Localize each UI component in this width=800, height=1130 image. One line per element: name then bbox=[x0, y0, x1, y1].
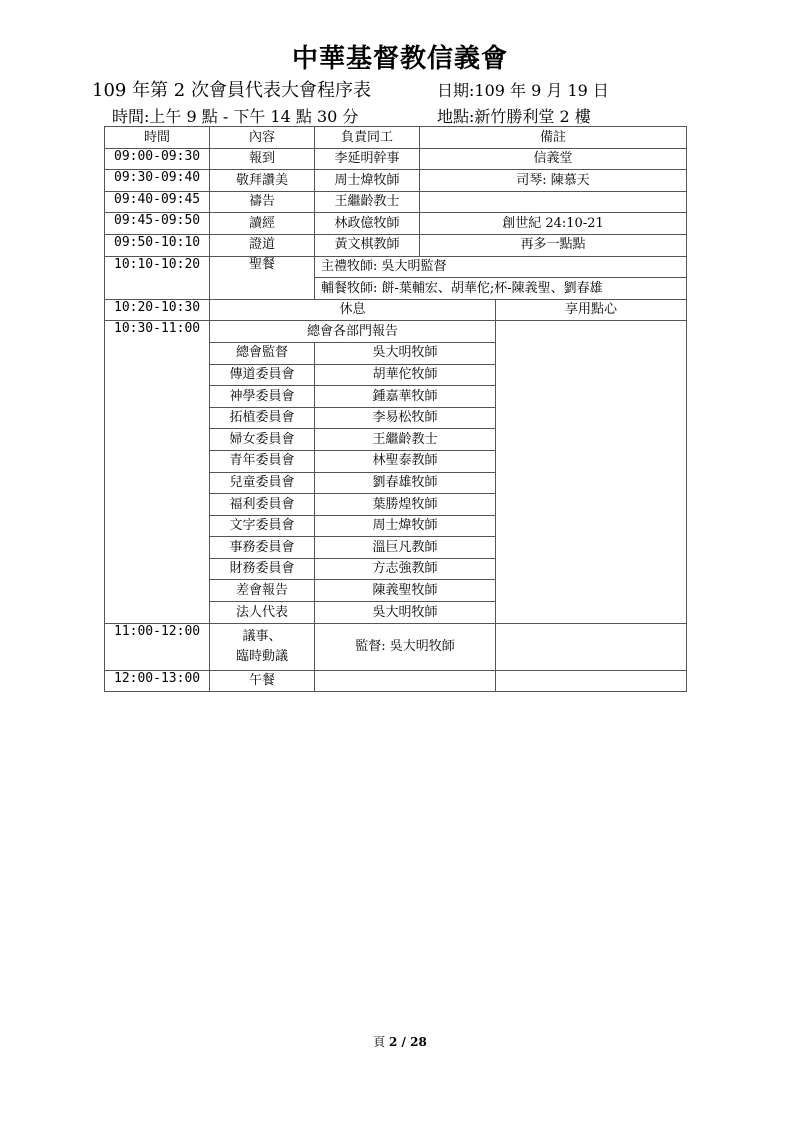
report-person: 方志強教師 bbox=[315, 558, 496, 580]
row-time: 09:40-09:45 bbox=[105, 191, 210, 213]
report-person: 林聖泰教師 bbox=[315, 450, 496, 472]
row-time: 09:50-10:10 bbox=[105, 234, 210, 256]
table-row bbox=[105, 213, 687, 235]
communion-assistants: 輔餐牧師: 餅-葉輔宏、胡華佗;杯-陳義聖、劉春雄 bbox=[315, 278, 687, 300]
report-person: 溫巨凡教師 bbox=[315, 537, 496, 559]
report-dept: 神學委員會 bbox=[210, 386, 315, 408]
report-dept: 法人代表 bbox=[210, 602, 315, 624]
row-note: 信義堂 bbox=[420, 148, 687, 170]
report-person: 李易松牧師 bbox=[315, 407, 496, 429]
header-time: 時間 bbox=[105, 127, 210, 149]
table-row-communion bbox=[105, 256, 687, 278]
page-number: 2 / 28 bbox=[389, 1035, 427, 1049]
lunch-time: 12:00-13:00 bbox=[105, 670, 210, 692]
meeting-title: 109 年第 2 次會員代表大會程序表 bbox=[92, 80, 371, 101]
row-person: 王繼齡教士 bbox=[315, 191, 420, 213]
table-row-lunch bbox=[105, 670, 687, 692]
report-person: 劉春雄牧師 bbox=[315, 472, 496, 494]
break-item: 休息 bbox=[210, 299, 496, 321]
row-item: 敬拜讚美 bbox=[210, 170, 315, 192]
report-dept: 總會監督 bbox=[210, 342, 315, 364]
row-note: 創世紀 24:10-21 bbox=[420, 213, 687, 235]
reports-title: 總會各部門報告 bbox=[210, 321, 496, 343]
meeting-location: 地點:新竹勝利堂 2 樓 bbox=[437, 107, 591, 126]
schedule-table bbox=[104, 126, 687, 692]
report-person: 胡華佗牧師 bbox=[315, 364, 496, 386]
report-dept: 傳道委員會 bbox=[210, 364, 315, 386]
reports-time: 10:30-11:00 bbox=[105, 321, 210, 623]
header-person: 負責同工 bbox=[315, 127, 420, 149]
agenda-item bbox=[210, 623, 315, 670]
row-note bbox=[420, 191, 687, 213]
report-dept: 事務委員會 bbox=[210, 537, 315, 559]
table-row bbox=[105, 191, 687, 213]
row-time: 09:30-09:40 bbox=[105, 170, 210, 192]
report-person: 葉勝煌牧師 bbox=[315, 494, 496, 516]
report-person: 吳大明牧師 bbox=[315, 342, 496, 364]
row-person: 周士煒牧師 bbox=[315, 170, 420, 192]
report-person: 陳義聖牧師 bbox=[315, 580, 496, 602]
agenda-note bbox=[496, 623, 687, 670]
header-note: 備註 bbox=[420, 127, 687, 149]
agenda-person: 監督: 吳大明牧師 bbox=[315, 623, 496, 670]
agenda-time: 11:00-12:00 bbox=[105, 623, 210, 670]
communion-time: 10:10-10:20 bbox=[105, 256, 210, 299]
row-person: 林政億牧師 bbox=[315, 213, 420, 235]
report-person: 王繼齡教士 bbox=[315, 429, 496, 451]
meeting-time: 時間:上午 9 點 - 下午 14 點 30 分 bbox=[112, 107, 359, 126]
table-row bbox=[105, 234, 687, 256]
organization-title: 中華基督教信義會 bbox=[291, 44, 508, 74]
agenda-item-line2: 臨時動議 bbox=[235, 648, 288, 664]
row-time: 09:45-09:50 bbox=[105, 213, 210, 235]
page-footer bbox=[0, 1033, 800, 1050]
report-dept: 財務委員會 bbox=[210, 558, 315, 580]
table-header-row bbox=[105, 127, 687, 149]
meeting-date: 日期:109 年 9 月 19 日 bbox=[437, 81, 609, 100]
table-row-reports bbox=[105, 321, 687, 343]
row-note: 再多一點點 bbox=[420, 234, 687, 256]
lunch-person bbox=[315, 670, 496, 692]
communion-item: 聖餐 bbox=[210, 256, 315, 299]
reports-note bbox=[496, 321, 687, 623]
report-dept: 婦女委員會 bbox=[210, 429, 315, 451]
row-item: 讀經 bbox=[210, 213, 315, 235]
row-item: 報到 bbox=[210, 148, 315, 170]
row-item: 禱告 bbox=[210, 191, 315, 213]
table-row-break bbox=[105, 299, 687, 321]
row-note: 司琴: 陳慕天 bbox=[420, 170, 687, 192]
communion-officiant: 主禮牧師: 吳大明監督 bbox=[315, 256, 687, 278]
report-dept: 拓植委員會 bbox=[210, 407, 315, 429]
row-item: 證道 bbox=[210, 234, 315, 256]
break-note: 享用點心 bbox=[496, 299, 687, 321]
break-time: 10:20-10:30 bbox=[105, 299, 210, 321]
footer-prefix: 頁 bbox=[373, 1035, 386, 1049]
header-item: 內容 bbox=[210, 127, 315, 149]
report-person: 吳大明牧師 bbox=[315, 602, 496, 624]
agenda-item-line1: 議事、 bbox=[242, 629, 282, 645]
row-person: 黃文棋教師 bbox=[315, 234, 420, 256]
lunch-note bbox=[496, 670, 687, 692]
row-time: 09:00-09:30 bbox=[105, 148, 210, 170]
table-row bbox=[105, 170, 687, 192]
table-row bbox=[105, 148, 687, 170]
table-row-agenda bbox=[105, 623, 687, 670]
report-dept: 文字委員會 bbox=[210, 515, 315, 537]
lunch-item: 午餐 bbox=[210, 670, 315, 692]
report-dept: 青年委員會 bbox=[210, 450, 315, 472]
row-person: 李延明幹事 bbox=[315, 148, 420, 170]
report-person: 周士煒牧師 bbox=[315, 515, 496, 537]
report-person: 鍾嘉華牧師 bbox=[315, 386, 496, 408]
report-dept: 兒童委員會 bbox=[210, 472, 315, 494]
report-dept: 福利委員會 bbox=[210, 494, 315, 516]
report-dept: 差會報告 bbox=[210, 580, 315, 602]
